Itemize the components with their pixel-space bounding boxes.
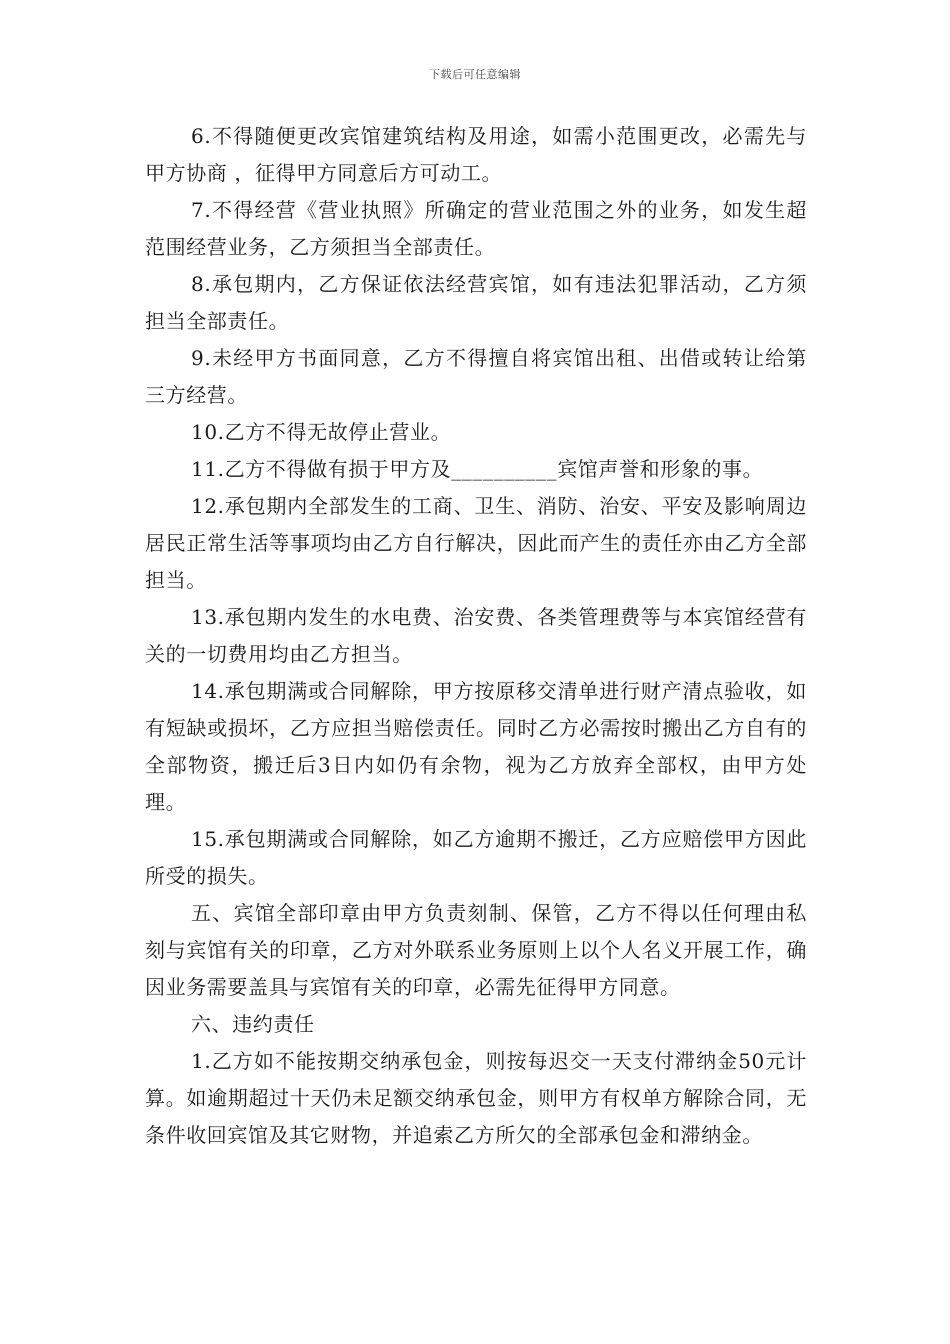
clause-12: 12.承包期内全部发生的工商、卫生、消防、治安、平安及影响周边居民正常生活等事项均由乙方自行解决，因此而产生的责任亦由乙方全部担当。	[145, 494, 807, 592]
clause-14: 14.承包期满或合同解除，甲方按原移交清单进行财产清点验收，如有短缺或损坏，乙方应担当赔偿责任。同时乙方必需按时搬出乙方自有的全部物资，搬迁后3日内如仍有余物，视为乙方放弃全部权，由甲方处理。	[145, 679, 807, 814]
clause-7: 7.不得经营《营业执照》所确定的营业范围之外的业务，如发生超范围经营业务，乙方须担当全部责任。	[145, 198, 807, 259]
clause-15: 15.承包期满或合同解除，如乙方逾期不搬迁，乙方应赔偿甲方因此所受的损失。	[145, 827, 807, 888]
clause-13: 13.承包期内发生的水电费、治安费、各类管理费等与本宾馆经营有关的一切费用均由乙方担当。	[145, 605, 807, 666]
clause-8: 8.承包期内，乙方保证依法经营宾馆，如有违法犯罪活动，乙方须担当全部责任。	[145, 272, 807, 333]
page-header: 下载后可任意编辑	[429, 68, 521, 81]
clause-11: 11.乙方不得做有损于甲方及__________宾馆声誉和形象的事。	[191, 457, 764, 481]
section-5-seals: 五、宾馆全部印章由甲方负责刻制、保管，乙方不得以任何理由私刻与宾馆有关的印章，乙方对外联系业务原则上以个人名义开展工作，确因业务需要盖具与宾馆有关的印章，必需先征得甲方同意。	[145, 901, 807, 999]
section-6-heading: 六、违约责任	[191, 1012, 315, 1036]
clause-10: 10.乙方不得无故停止营业。	[191, 420, 452, 444]
clause-6: 6.不得随便更改宾馆建筑结构及用途，如需小范围更改，必需先与甲方协商 ，征得甲方同意后方可动工。	[145, 124, 807, 185]
document-body	[145, 118, 807, 1154]
clause-9: 9.未经甲方书面同意，乙方不得擅自将宾馆出租、出借或转让给第三方经营。	[145, 346, 807, 407]
breach-clause-1: 1.乙方如不能按期交纳承包金，则按每迟交一天支付滞纳金50元计算。如逾期超过十天仍未足额交纳承包金，则甲方有权单方解除合同，无条件收回宾馆及其它财物，并追索乙方所欠的全部承包金和滞纳金。	[145, 1049, 807, 1147]
